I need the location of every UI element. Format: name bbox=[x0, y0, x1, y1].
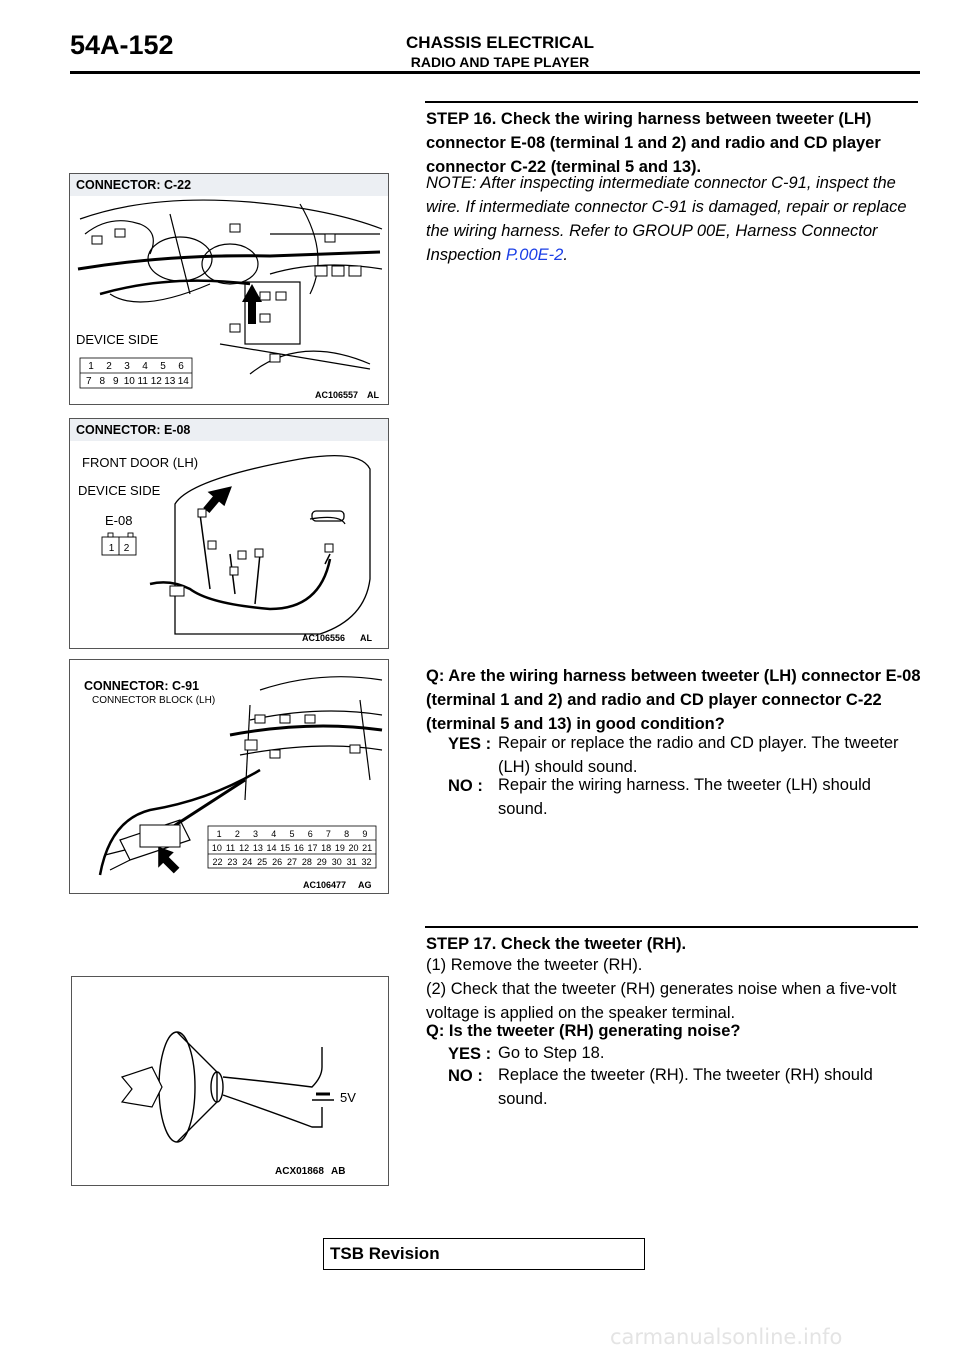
fig3-suffix: AG bbox=[358, 880, 372, 890]
page-number: 54A-152 bbox=[70, 30, 174, 60]
step17-item1: (1) Remove the tweeter (RH). bbox=[426, 956, 643, 974]
pin-number: 18 bbox=[321, 843, 332, 853]
pin-number: 11 bbox=[225, 843, 236, 853]
pin-number: 13 bbox=[252, 843, 263, 853]
step16-note-text: NOTE: After inspecting intermediate connector C-91, inspect the wire. If intermediate connector C-91 is damaged, repair or replace the wiring harness. Refer to GROUP 00E, Harness Connector Inspection bbox=[426, 174, 907, 264]
pin-number: 2 bbox=[234, 829, 240, 839]
pin-number: 10 bbox=[211, 843, 222, 853]
fig1-code: AC106557 bbox=[315, 390, 359, 400]
fig1-label: DEVICE SIDE bbox=[76, 332, 159, 347]
pin-number: 9 bbox=[362, 829, 368, 839]
fig1-suffix: AL bbox=[367, 390, 379, 400]
step16-yes-text: Repair or replace the radio and CD player. The tweeter (LH) should sound. bbox=[498, 734, 899, 776]
pin-number: 32 bbox=[361, 857, 372, 867]
step17-question: Q: Is the tweeter (RH) generating noise? bbox=[426, 1022, 741, 1040]
figure-connector-e08 bbox=[69, 418, 389, 649]
figure-tweeter-test bbox=[71, 976, 389, 1186]
pin-number: 1 bbox=[88, 361, 94, 372]
subsection-title: RADIO AND TAPE PLAYER bbox=[410, 54, 590, 70]
fig1-title: CONNECTOR: C-22 bbox=[76, 178, 192, 192]
fig2-label-door: FRONT DOOR (LH) bbox=[82, 455, 199, 470]
fig4-suffix: AB bbox=[331, 1166, 346, 1177]
step16-yes-label: YES : bbox=[448, 735, 492, 753]
pin-number: 5 bbox=[160, 361, 166, 372]
pin-number: 16 bbox=[293, 843, 304, 853]
step16-no-label: NO : bbox=[448, 777, 483, 795]
pin-number: 29 bbox=[316, 857, 327, 867]
figure-connector-c91 bbox=[69, 659, 389, 894]
fig2-label-side: DEVICE SIDE bbox=[78, 483, 161, 498]
fig2-code: AC106556 bbox=[302, 633, 346, 643]
pin-number: 10 bbox=[123, 376, 135, 387]
pin-number: 27 bbox=[286, 857, 298, 867]
figure-connector-c22 bbox=[69, 173, 389, 405]
fig3-subtitle: CONNECTOR BLOCK (LH) bbox=[92, 695, 216, 706]
header-rule bbox=[70, 71, 920, 74]
pin-number: 17 bbox=[307, 843, 318, 853]
step16-question: Q: Are the wiring harness between tweeter (LH) connector E-08 (terminal 1 and 2) and radio and CD player connector C-22 (terminal 5 and 13) in good condition? bbox=[426, 667, 921, 733]
watermark: carmanualsonline.info bbox=[610, 1325, 843, 1349]
step17-heading: STEP 17. Check the tweeter (RH). bbox=[426, 935, 687, 953]
pin-number: 8 bbox=[99, 376, 106, 387]
fig2-label-conn: E-08 bbox=[105, 513, 133, 528]
step16-note bbox=[426, 171, 921, 267]
pin-number: 21 bbox=[362, 843, 373, 853]
pin-number: 1 bbox=[108, 543, 115, 554]
pin-number: 12 bbox=[239, 843, 250, 853]
fig3-title: CONNECTOR: C-91 bbox=[84, 679, 200, 693]
step16-no-text: Repair the wiring harness. The tweeter (LH) should sound. bbox=[498, 776, 871, 818]
section-title: CHASSIS ELECTRICAL bbox=[406, 33, 594, 52]
pin-number: 19 bbox=[334, 843, 345, 853]
pin-number: 23 bbox=[227, 857, 238, 867]
fig4-code: ACX01868 bbox=[275, 1166, 324, 1177]
pin-number: 7 bbox=[325, 829, 331, 839]
pin-number: 26 bbox=[272, 857, 283, 867]
step17-yes-label: YES : bbox=[448, 1045, 492, 1063]
step17-item2: (2) Check that the tweeter (RH) generates noise when a five-volt voltage is applied on the speaker terminal. bbox=[426, 980, 897, 1022]
pin-number: 3 bbox=[124, 361, 130, 372]
step17-rule bbox=[425, 926, 918, 928]
pin-number: 13 bbox=[164, 376, 176, 387]
pin-number: 6 bbox=[307, 829, 313, 839]
pin-number: 22 bbox=[212, 857, 223, 867]
pin-number: 25 bbox=[257, 857, 268, 867]
pin-number: 8 bbox=[344, 829, 350, 839]
pin-number: 2 bbox=[106, 361, 112, 372]
pin-number: 7 bbox=[85, 376, 92, 387]
step16-rule bbox=[425, 101, 918, 103]
fig2-suffix: AL bbox=[360, 633, 372, 643]
pin-number: 30 bbox=[331, 857, 342, 867]
tsb-revision-label: TSB Revision bbox=[330, 1244, 440, 1263]
pin-number: 14 bbox=[177, 376, 189, 387]
pin-number: 5 bbox=[289, 829, 295, 839]
step16-heading: STEP 16. Check the wiring harness between tweeter (LH) connector E-08 (terminal 1 and 2) and radio and CD player connector C-22 (terminal 5 and 13). bbox=[426, 110, 881, 176]
pin-number: 1 bbox=[216, 829, 222, 839]
pin-number: 9 bbox=[112, 376, 119, 387]
fig4-voltage: 5V bbox=[340, 1090, 356, 1105]
group-00e-link[interactable]: P.00E-2 bbox=[505, 246, 564, 264]
pin-number: 2 bbox=[123, 543, 130, 554]
pin-number: 15 bbox=[280, 843, 291, 853]
pin-number: 20 bbox=[348, 843, 359, 853]
pin-number: 24 bbox=[242, 857, 253, 867]
fig3-code: AC106477 bbox=[303, 880, 347, 890]
pin-number: 12 bbox=[150, 376, 162, 387]
step17-no-label: NO : bbox=[448, 1067, 483, 1085]
pin-number: 31 bbox=[346, 857, 357, 867]
pin-number: 28 bbox=[301, 857, 312, 867]
pin-number: 3 bbox=[253, 829, 259, 839]
pin-number: 6 bbox=[178, 361, 184, 372]
fig2-title: CONNECTOR: E-08 bbox=[76, 423, 191, 437]
step17-yes-text: Go to Step 18. bbox=[498, 1044, 605, 1062]
step16-note-suffix: . bbox=[563, 246, 568, 264]
step17-no-text: Replace the tweeter (RH). The tweeter (RH) should sound. bbox=[498, 1066, 873, 1108]
tsb-revision-box bbox=[323, 1238, 645, 1270]
pin-number: 11 bbox=[137, 376, 148, 387]
pin-number: 4 bbox=[142, 361, 148, 372]
pin-number: 14 bbox=[266, 843, 277, 853]
pin-number: 4 bbox=[271, 829, 277, 839]
